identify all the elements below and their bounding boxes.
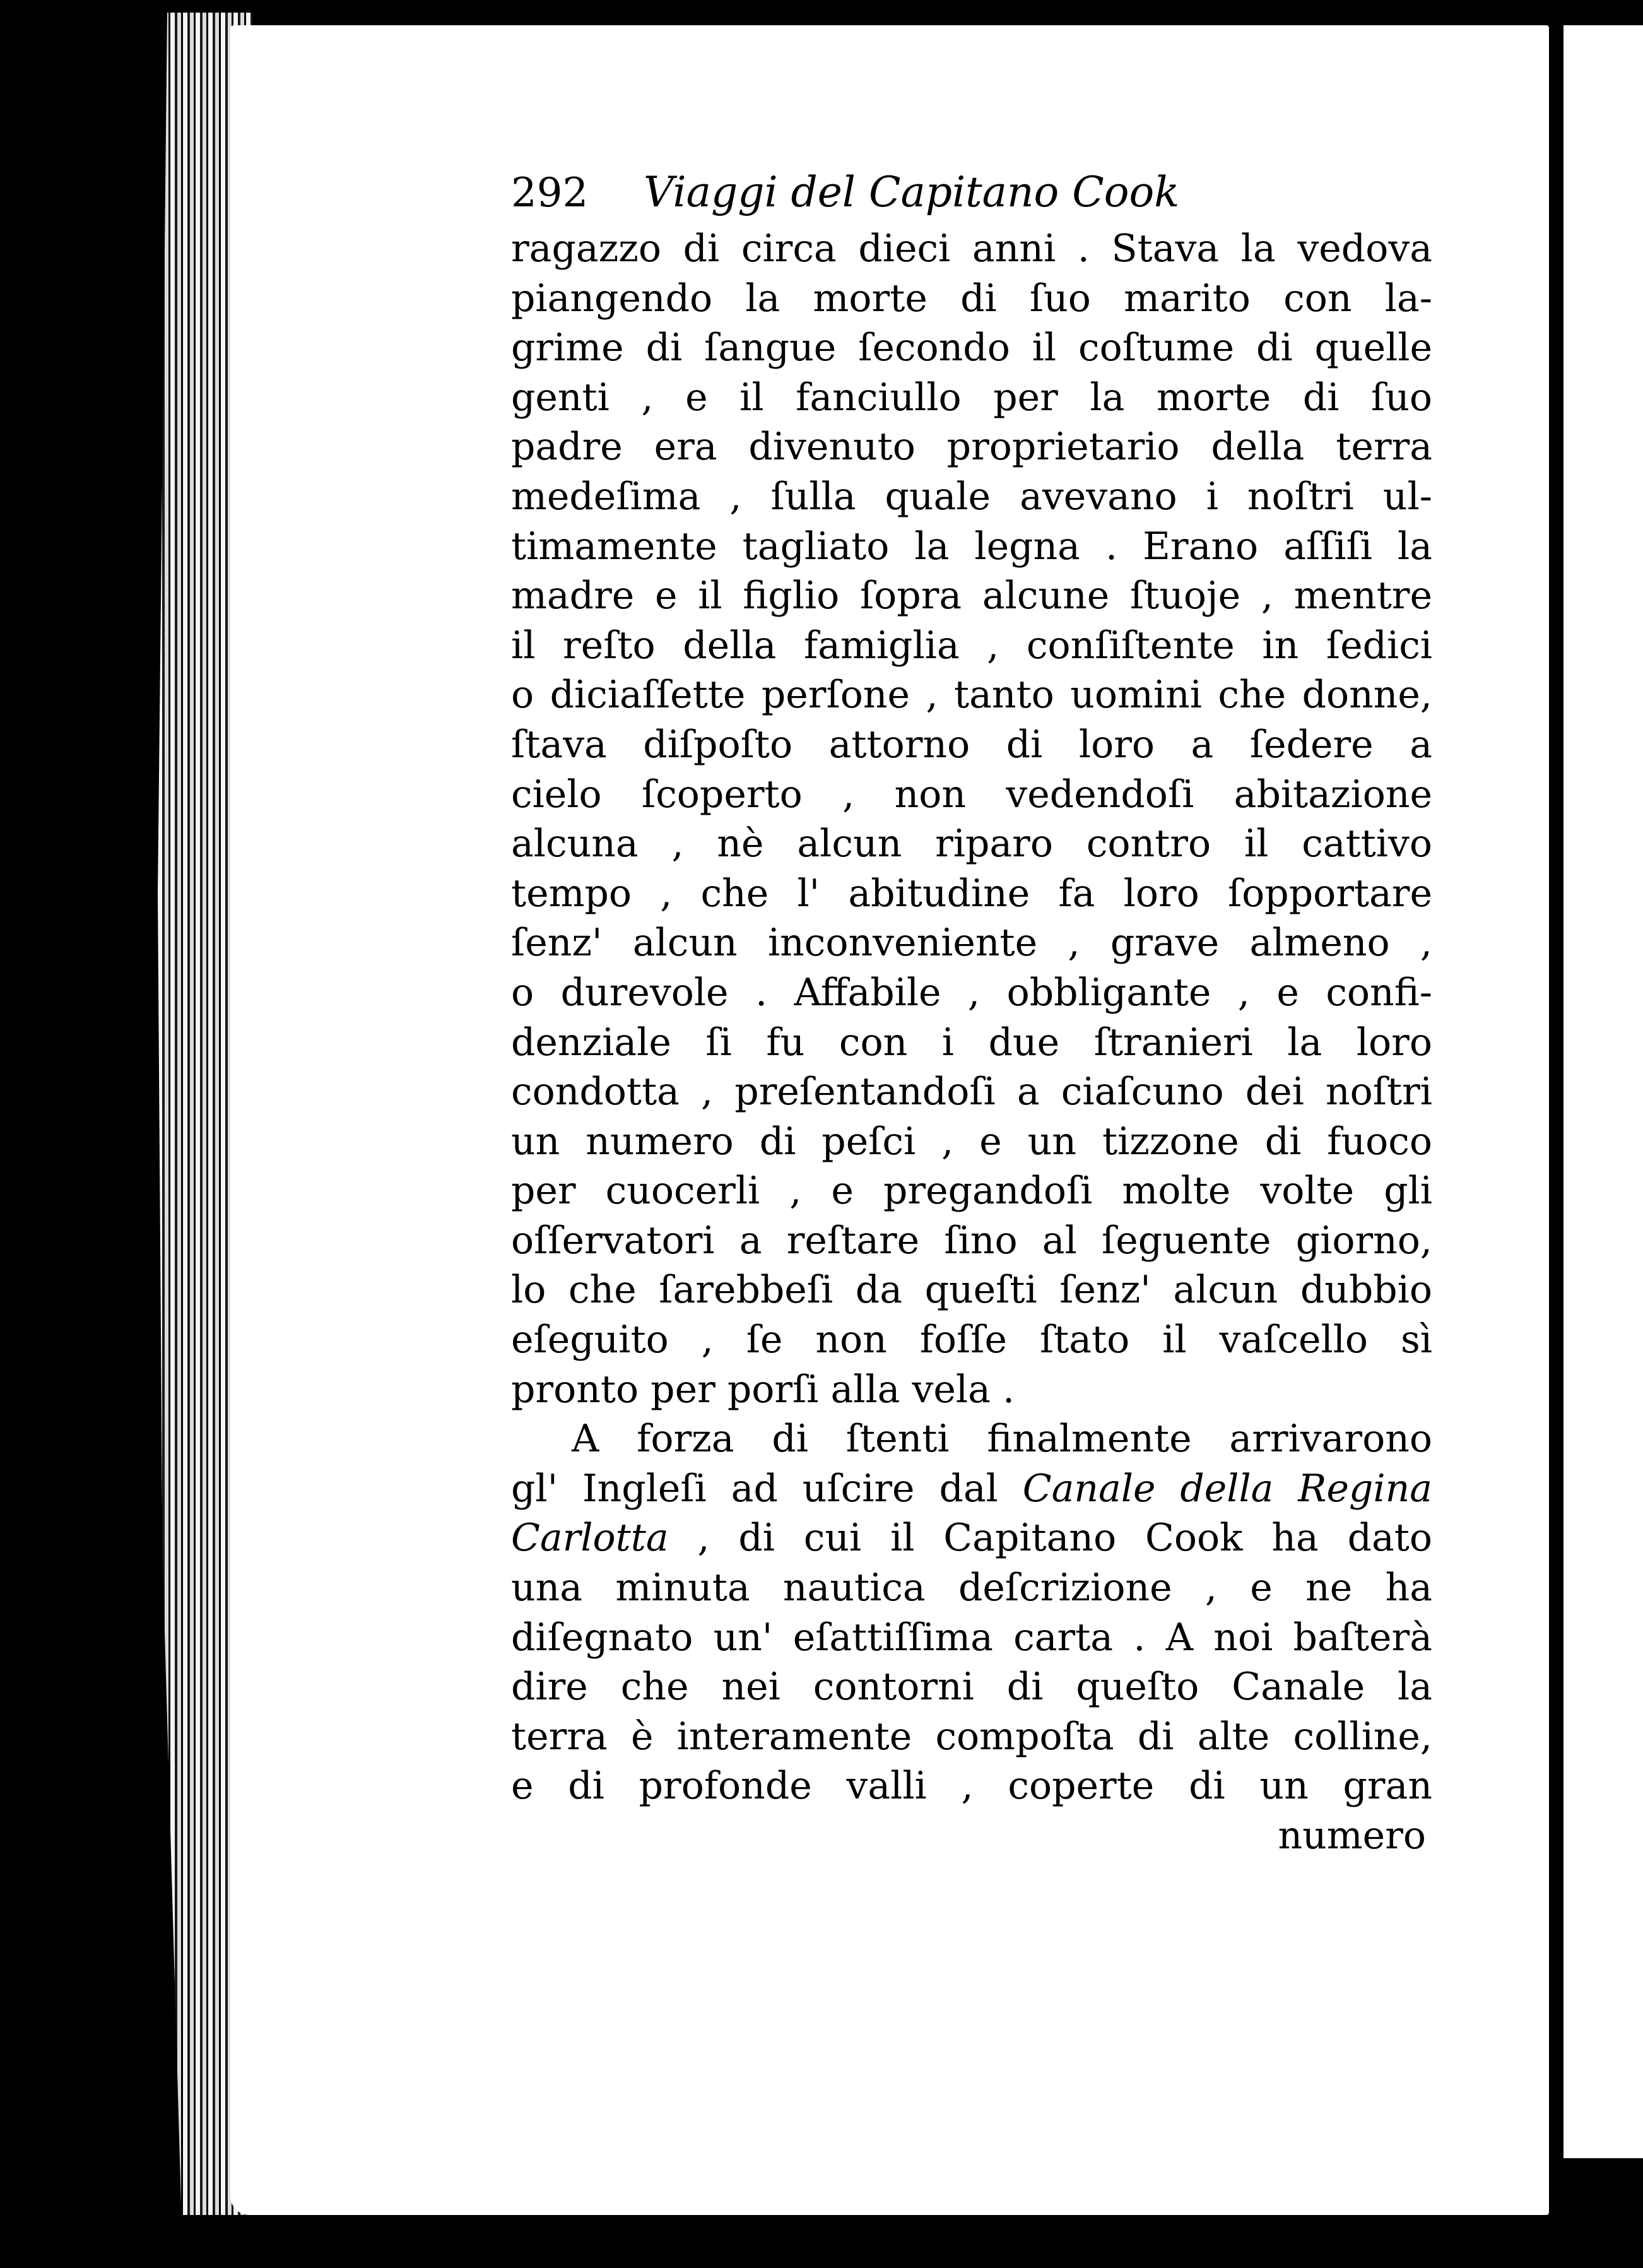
text-line [511,1613,1432,1663]
line-text: cielo ſcoperto , non vedendoſi abitazione [511,772,1432,817]
line-text: piangendo la morte di ſuo marito con la- [511,276,1432,321]
line-text: eſeguito , ſe non foſſe ſtato il vaſcello sì [511,1318,1432,1362]
text-line [511,670,1432,720]
text-line [511,1216,1432,1266]
line-text: o diciaſſette perſone , tanto uomini che donne, [511,673,1432,718]
text-line [511,1166,1432,1216]
running-head [511,161,1432,224]
line-text: medeſima , ſulla quale avevano i noſtri ul- [511,474,1432,519]
text-line [511,1761,1432,1811]
text-line [511,1018,1432,1068]
line-text: , di cui il Capitano Cook ha dato [668,1516,1432,1561]
line-text: ſenz' alcun inconveniente , grave almeno , [511,921,1432,966]
text-line [511,1265,1432,1315]
text-line [511,918,1432,968]
text-line [511,770,1432,820]
line-text: grime di ſangue ſecondo il coſtume di quelle [511,326,1432,370]
running-title: Viaggi del Capitano Cook [644,168,1180,216]
text-line [511,274,1432,324]
line-text: il reſto della famiglia , conſiſtente in ſedici [511,623,1432,668]
text-line [511,1513,1432,1563]
line-text: condotta , preſentandoſi a ciaſcuno dei noſtri [511,1070,1432,1114]
text-block [511,161,1432,1861]
text-line [511,373,1432,423]
line-text: gl' Ingleſi ad uſcire dal [511,1466,1023,1511]
line-text: alcuna , nè alcun riparo contro il cattivo [511,822,1432,866]
text-line [511,1414,1432,1464]
text-line [511,1563,1432,1613]
line-text: genti , e il fanciullo per la morte di ſuo [511,375,1432,420]
text-line [511,422,1432,472]
text-line [511,968,1432,1018]
italic-place-name: Carlotta [511,1516,669,1561]
line-text: terra è interamente compoſta di alte colline, [511,1714,1432,1759]
line-text: denziale ſi fu con i due ſtranieri la loro [511,1020,1432,1065]
text-line [511,323,1432,373]
line-text: pronto per porſi alla vela . [511,1367,1015,1412]
text-line [511,1365,1432,1415]
line-text: tempo , che l' abitudine fa loro ſopportare [511,871,1432,916]
line-text: lo che ſarebbeſi da queſti ſenz' alcun dubbio [511,1268,1432,1313]
line-text: oſſervatori a reſtare ſino al ſeguente giorno, [511,1218,1432,1263]
line-text: ragazzo di circa dieci anni . Stava la vedova [511,227,1432,271]
text-line [511,571,1432,621]
text-line [511,819,1432,869]
line-text: A forza di ſtenti finalmente arrivarono [572,1417,1432,1462]
italic-place-name: Canale della Regina [1022,1466,1432,1511]
line-text: un numero di peſci , e un tizzone di fuoco [511,1119,1432,1164]
text-line [511,1662,1432,1712]
text-line [511,1712,1432,1762]
line-text: per cuocerli , e pregandoſi molte volte gli [511,1169,1432,1214]
line-text: timamente tagliato la legna . Erano aſſiſi la [511,524,1432,569]
catchword: numero [1278,1814,1426,1858]
text-line [511,1067,1432,1117]
line-text: dire che nei contorni di queſto Canale la [511,1665,1432,1710]
text-line [511,1117,1432,1167]
text-line [511,621,1432,671]
line-text: padre era divenuto proprietario della terra [511,425,1432,470]
text-line [511,1315,1432,1365]
line-text: una minuta nautica deſcrizione , e ne ha [511,1566,1432,1610]
text-line [511,224,1432,274]
page-number: 292 [511,170,589,216]
text-line [511,720,1432,770]
line-text: o durevole . Affabile , obbligante , e confi- [511,970,1432,1015]
line-text: ſtava diſpoſto attorno di loro a ſedere a [511,722,1432,767]
facing-page-edge [1558,25,1643,2158]
text-line [511,472,1432,522]
text-line [511,869,1432,919]
text-line [511,522,1432,572]
line-text: madre e il figlio ſopra alcune ſtuoje , mentre [511,574,1432,618]
line-text: diſegnato un' eſattiſſima carta . A noi baſterà [511,1615,1432,1660]
text-line [511,1464,1432,1514]
line-text: e di profonde valli , coperte di un gran [511,1764,1432,1809]
